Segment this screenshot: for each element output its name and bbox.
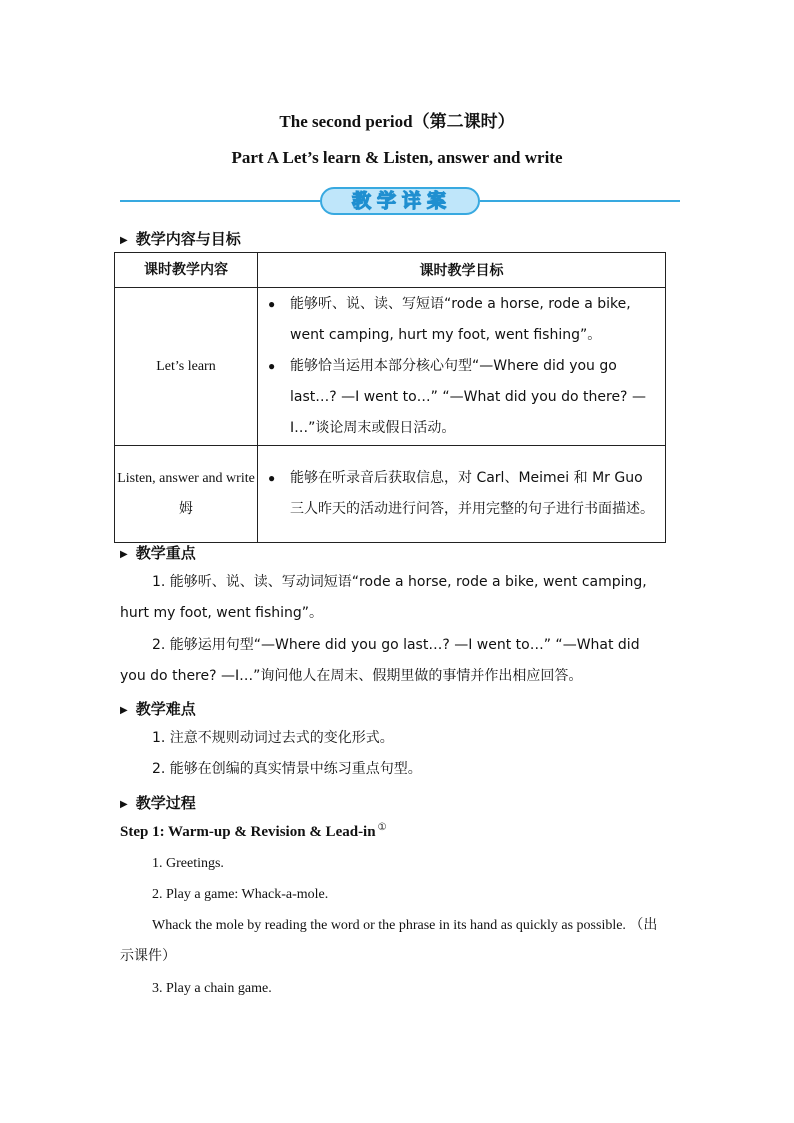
goal-item bbox=[268, 351, 657, 444]
objectives-table bbox=[114, 252, 666, 543]
key-point-item: 2. 能够运用句型“—Where did you go last…? —I went to…” “—What did you do there? —I…”询问他人在周末、假期里做的事情并作出相应回答。 bbox=[120, 637, 640, 684]
section-heading-label: 教学难点 bbox=[135, 700, 196, 718]
banner-label: 教学详案 bbox=[351, 190, 452, 212]
step-item: 3. Play a chain game. bbox=[152, 981, 272, 996]
goal-text: 能够恰当运用本部分核心句型“—Where did you go last…? —I went to…” “—What did you do there? —I…”谈论周末或假日活动。 bbox=[290, 358, 646, 436]
bullet-dot-icon: ● bbox=[268, 471, 276, 485]
goal-text: 能够在听录音后获取信息，对 Carl、Meimei 和 Mr Guo 三人昨天的活动进行问答，并用完整的句子进行书面描述。 bbox=[290, 470, 654, 517]
section-heading-label: 教学过程 bbox=[135, 794, 196, 812]
section-heading-label: 教学重点 bbox=[135, 544, 196, 562]
triangle-bullet-icon: ▶ bbox=[120, 549, 128, 560]
table-cell-goals bbox=[258, 288, 666, 446]
triangle-bullet-icon: ▶ bbox=[120, 799, 128, 810]
goal-text: 能够听、说、读、写短语“rode a horse, rode a bike, went camping, hurt my foot, went fishing”。 bbox=[290, 296, 631, 343]
section-heading-label: 教学内容与目标 bbox=[135, 230, 241, 248]
bullet-dot-icon: ● bbox=[268, 359, 276, 373]
triangle-bullet-icon: ▶ bbox=[120, 705, 128, 716]
table-header: 课时教学目标 bbox=[258, 253, 666, 288]
table-cell-content: Let’s learn bbox=[115, 288, 258, 446]
step-title: Step 1: Warm-up & Revision & Lead-in bbox=[120, 824, 376, 840]
table-header: 课时教学内容 bbox=[115, 253, 258, 288]
section-heading-difficulties bbox=[120, 698, 196, 719]
step-heading bbox=[120, 822, 387, 841]
difficulty-item: 1. 注意不规则动词过去式的变化形式。 bbox=[152, 730, 394, 746]
document-title: The second period（第二课时） bbox=[279, 112, 515, 131]
section-heading-key-points bbox=[120, 542, 196, 563]
goal-item bbox=[268, 289, 657, 351]
banner-line-right bbox=[480, 200, 680, 202]
goal-item bbox=[268, 463, 657, 525]
section-heading-process bbox=[120, 792, 196, 813]
table-row bbox=[115, 288, 666, 446]
bullet-dot-icon: ● bbox=[268, 297, 276, 311]
step-item: 2. Play a game: Whack-a-mole. bbox=[152, 887, 329, 902]
table-cell-goals bbox=[258, 446, 666, 543]
difficulty-item: 2. 能够在创编的真实情景中练习重点句型。 bbox=[152, 761, 422, 777]
triangle-bullet-icon: ▶ bbox=[120, 235, 128, 246]
banner-line-left bbox=[120, 200, 320, 202]
footnote-marker: ① bbox=[377, 822, 387, 833]
table-cell-content: Listen, answer and write姆 bbox=[115, 446, 258, 543]
step-item: Whack the mole by reading the word or the phrase in its hand as quickly as possible. （出示课件） bbox=[120, 918, 658, 964]
document-subtitle: Part A Let’s learn & Listen, answer and write bbox=[231, 148, 563, 167]
section-banner bbox=[120, 185, 680, 217]
step-item: 1. Greetings. bbox=[152, 856, 224, 871]
section-heading-objectives bbox=[120, 228, 241, 249]
table-header-row bbox=[115, 253, 666, 288]
banner-pill bbox=[320, 187, 480, 215]
key-point-item: 1. 能够听、说、读、写动词短语“rode a horse, rode a bike, went camping, hurt my foot, went fishing”。 bbox=[120, 574, 647, 621]
table-row bbox=[115, 446, 666, 543]
